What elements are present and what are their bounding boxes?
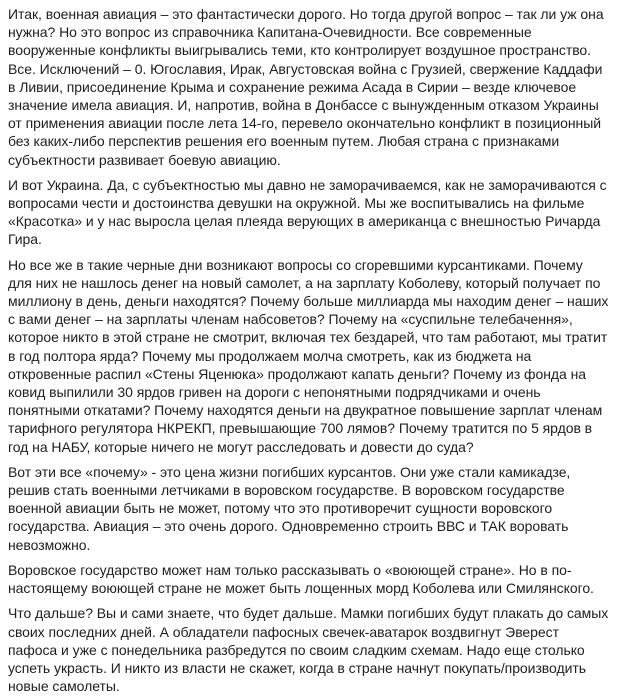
post-paragraph: Но все же в такие черные дни возникают вопросы со сгоревшими курсантиками. Почему для них не нашлось денег на новый самолет, а на зарплату Коболеву, который получает по миллиону в день, деньги находятся? Почему больше миллиарда мы находим денег – наших с вами денег – на зарплаты членам набсоветов? Почему на «суспильне телебачення», которое никто в этой стране не смотрит, включая тех бездарей, что там работают, мы тратит в год полтора ярда? Почему мы продолжаем молча смотреть, как из бюджета на откровенные распил «Стены Яценюка» продолжают капать деньги? Почему из фонда на ковид выпилили 30 ярдов гривен на дороги с непонятными подрядчиками и очень понятными откатами? Почему находятся деньги на двукратное повышение зарплат членам тарифного регулятора НКРЕКП, превышающие 700 лямов? Почему тратится по 5 ярдов в год на НАБУ, которые ничего не могут расследовать и довести до суда? [8, 256, 609, 455]
post-paragraph: Итак, военная авиация – это фантастически дорого. Но тогда другой вопрос – так ли уж она нужна? Но это вопрос из справочника Капитана-Очевидности. Все современные вооруженные конфликты выигрывались теми, кто контролирует воздушное пространство. Все. Исключений – 0. Югославия, Ирак, Августовская война с Грузией, свержение Каддафи в Ливии, присоединение Крыма и сохранение режима Асада в Сирии – везде ключевое значение имела авиация. И, напротив, война в Донбассе с вынужденным отказом Украины от применения авиации после лета 14-го, перевело окончательно конфликт в позиционный без каких-либо перспектив решения его военным путем. Любая страна с признаками субъектности развивает боевую авиацию. [8, 6, 604, 168]
post-paragraph: Что дальше? Вы и сами знаете, что будет дальше. Мамки погибших будут плакать до самых своих последних дней. А обладатели пафосных свечек-аватарок воздвигнут Эверест пафоса и уже с понедельника разбредутся по своим сладким схемам. Надо еще столько успеть украсть. И никто из власти не скажет, когда в стране начнут покупать/производить новые самолеты. [8, 605, 609, 695]
post-paragraph: Воровское государство может нам только рассказывать о «воюющей стране». Но в по-настоящему воюющей стране не может быть лощенных морд Коболева или Смилянского. [8, 561, 594, 597]
post-paragraph: И вот Украина. Да, с субъектностью мы давно не заморачиваемся, как не заморачиваются с вопросами чести и достоинства девушки на окружной. Мы же воспитывались на фильме «Красотка» и у нас выросла целая плеяда верующих в американца с внешностью Ричарда Гира. [8, 176, 607, 248]
post-paragraph: Вот эти все «почему» - это цена жизни погибших курсантов. Они уже стали камикадзе, решив стать военными летчиками в воровском государстве. В воровском государстве военной авиации быть не может, потому что это противоречит сущности воровского государства. Авиация – это очень дорого. Одновременно строить ВВС и ТАК воровать невозможно. [8, 463, 571, 553]
